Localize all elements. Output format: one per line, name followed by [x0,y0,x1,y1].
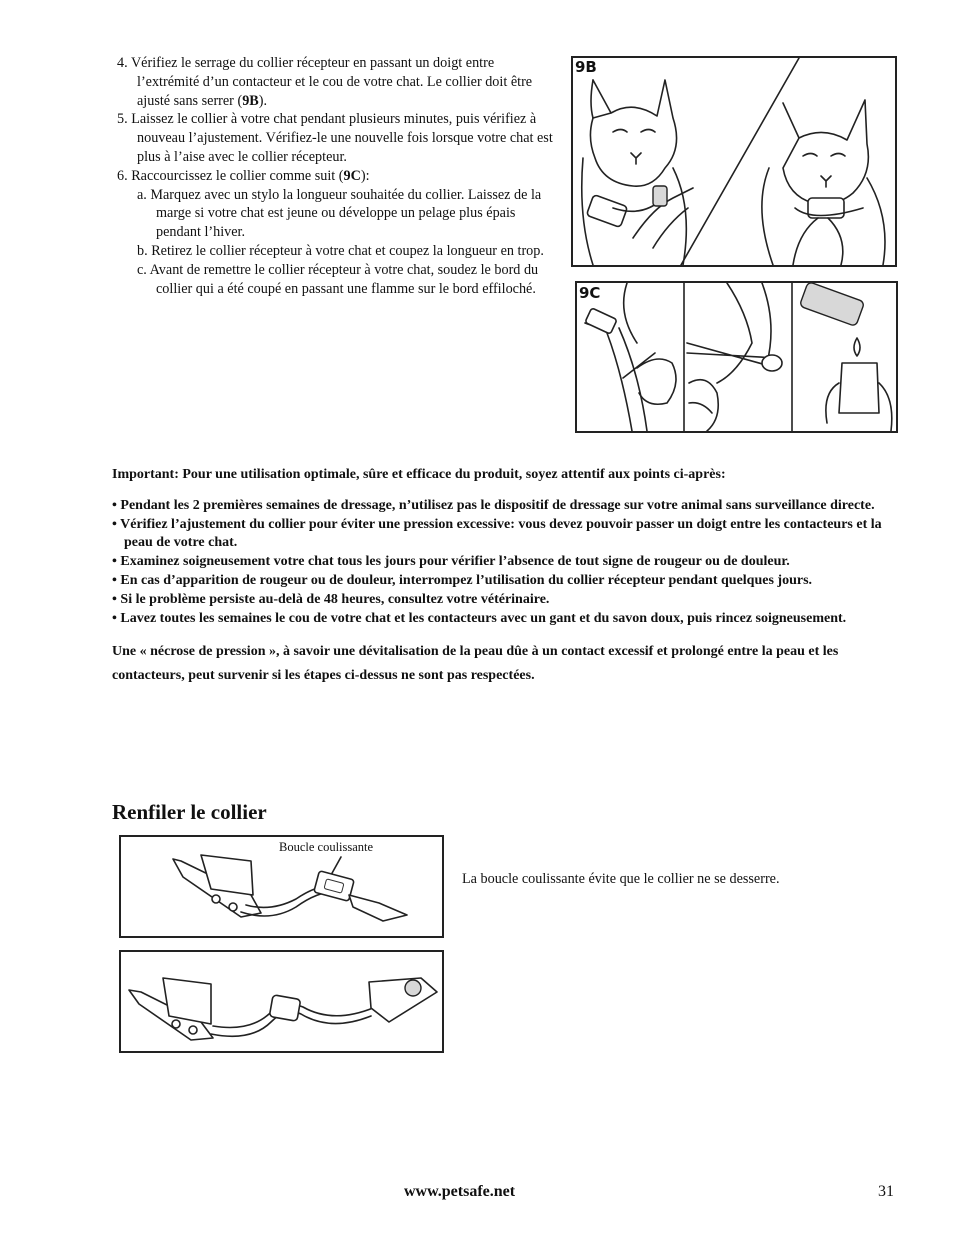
buckle-caption: La boucle coulissante évite que le collier ne se desserre. [462,871,780,887]
figure-9c-label: 9C [579,284,601,302]
step-4-end: ). [258,92,268,109]
collar-shortening-illustration [577,283,896,431]
collar-threaded-illustration [121,952,442,1051]
important-bullet: • Vérifiez l’ajustement du collier pour éviter une pression excessive: vous devez pouvoir passer un doigt entre les contacteurs et la peau de votre chat. [112,516,882,551]
step-6-figure-ref: 9C [343,167,361,184]
cat-collar-fit-illustration [573,58,895,265]
pressure-necrosis-note: Une « nécrose de pression », à savoir une dévitalisation de la peau dûe à un contact excessif et prolongé entre la peau et les contacteurs, peut survenir si les étapes ci-dessus ne sont pas respectées. [112,644,839,683]
figure-9b-label: 9B [575,58,597,76]
step-6-text: 6. Raccourcissez le collier comme suit ( [117,167,344,184]
step-5: 5. Laissez le collier à votre chat pendant plusieurs minutes, puis vérifiez à nouveau l’ajustement. Vérifiez-le une nouvelle fois lorsque votre chat est plus à l’aise avec le collier récepteur. [117,111,553,165]
step-4-text: Vérifiez le serrage du collier récepteur en passant un doigt entre l’extrémité d’un contacteur et le cou de votre chat. Le collier doit être ajusté sans serrer ( [130,55,533,109]
step-4-number: 4. [117,55,128,71]
important-bullet: • Lavez toutes les semaines le cou de votre chat et les contacteurs avec un gant et du savon doux, puis rincez soigneusement. [112,610,847,626]
step-4 [117,54,557,110]
figure-9c [575,281,898,433]
buckle-figure-2 [119,950,444,1053]
step-6 [117,167,557,186]
section-title: Renfiler le collier [112,800,267,824]
instruction-steps [117,54,557,298]
important-bullet: • Si le problème persiste au-delà de 48 heures, consultez votre vétérinaire. [112,591,550,607]
important-heading: Important: Pour une utilisation optimale, sûre et efficace du produit, soyez attentif aux points ci-après: [112,467,726,482]
important-bullet: • Examinez soigneusement votre chat tous les jours pour vérifier l’absence de tout signe de rougeur ou de douleur. [112,554,790,570]
step-4-figure-ref: 9B [242,92,259,109]
buckle-label: Boucle coulissante [279,840,374,854]
buckle-figure-1 [119,835,444,938]
footer-website-link[interactable]: www.petsafe.net [404,1183,516,1200]
slide-buckle-illustration [121,837,442,936]
page-number: 31 [878,1183,894,1200]
important-notice [112,466,912,687]
important-bullet: • En cas d’apparition de rougeur ou de douleur, interrompez l’utilisation du collier récepteur pendant quelques jours. [112,572,813,588]
step-6-end: ): [360,167,370,184]
step-6a: a. Marquez avec un stylo la longueur souhaitée du collier. Laissez de la marge si votre chat est jeune ou développe un pelage plus épais pendant l’hiver. [137,186,542,241]
step-6b: b. Retirez le collier récepteur à votre chat et coupez la longueur en trop. [137,242,544,259]
important-bullet: • Pendant les 2 premières semaines de dressage, n’utilisez pas le dispositif de dressage sur votre animal sans surveillance directe. [112,497,875,513]
figure-9b [571,56,897,267]
step-6c: c. Avant de remettre le collier récepteur à votre chat, soudez le bord du collier qui a été coupé en passant une flamme sur le bord effiloché. [137,261,539,297]
